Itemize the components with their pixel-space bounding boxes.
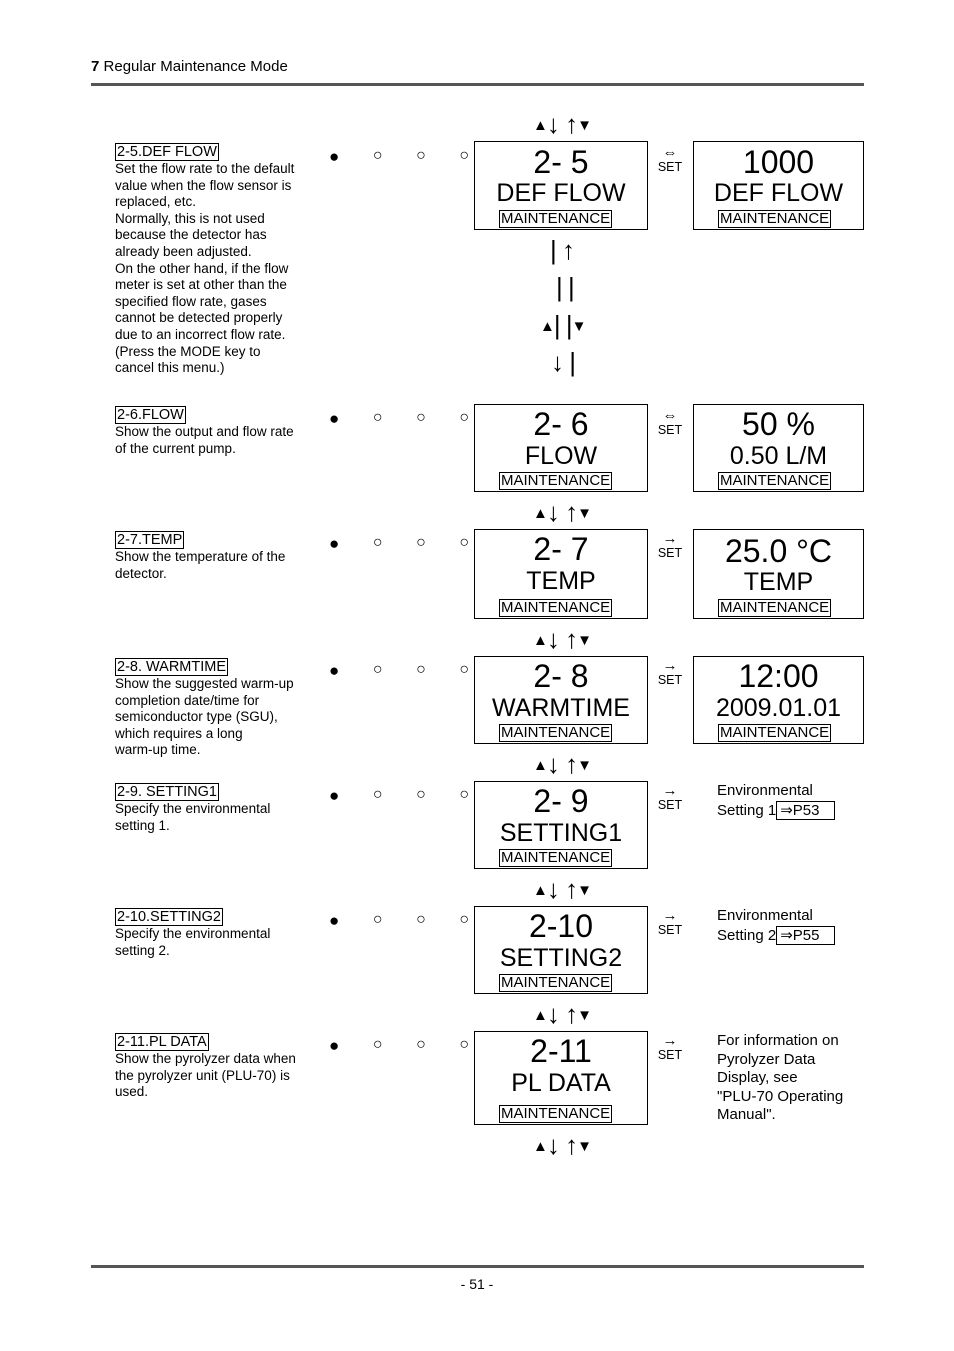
lcd-label: WARMTIME: [492, 694, 630, 722]
lcd-display-2-10: [474, 906, 648, 994]
header-rule: [91, 83, 864, 86]
nav-arrows: ▲↓ ↑▼: [533, 497, 591, 527]
mode-indicator-dots: ● ○ ○ ○: [329, 147, 469, 166]
maintenance-tag: MAINTENANCE: [501, 599, 611, 616]
menu-item-2-7: [115, 531, 315, 582]
lcd-label: FLOW: [524, 442, 598, 470]
chapter-title: Regular Maintenance Mode: [103, 58, 288, 75]
set-key-hint: → SET: [655, 1033, 685, 1062]
lcd-display-value-2-6: [693, 404, 864, 492]
right-arrow-icon: →: [662, 782, 678, 799]
lcd-code: 2- 9: [533, 783, 589, 819]
nav-arrows-loop: | |: [556, 272, 574, 302]
nav-arrows: ▲↓ ↑▼: [533, 874, 591, 904]
set-key-hint: ⇔ SET: [655, 145, 685, 174]
nav-arrows: ▲↓ ↑▼: [533, 624, 591, 654]
item-title: 2-6.FLOW: [117, 407, 184, 423]
lcd-value: 25.0 °C: [724, 533, 833, 569]
lcd-code: 2- 6: [533, 406, 589, 442]
chapter-number: 7: [91, 58, 100, 75]
lcd-label: SETTING2: [499, 944, 623, 972]
nav-arrows-loop: ↓ |: [551, 347, 575, 377]
lcd-code: 2-10: [528, 908, 594, 944]
lcd-code: 2- 7: [533, 531, 589, 567]
lcd-display-2-9: [474, 781, 648, 869]
reference-note: For information on Pyrolyzer Data Display, see "PLU-70 Operating Manual".: [717, 1032, 844, 1123]
item-description: Show the suggested warm-up completion date/time for semiconductor type (SGU), which requires a long warm-up time.: [115, 676, 294, 758]
maintenance-tag: MAINTENANCE: [720, 599, 830, 616]
nav-arrows-loop: ▲| |▼: [540, 310, 586, 340]
lcd-value-label: DEF FLOW: [713, 179, 844, 207]
item-title: 2-8. WARMTIME: [117, 659, 227, 675]
set-key-hint: → SET: [655, 531, 685, 560]
lcd-label: DEF FLOW: [496, 179, 626, 207]
lcd-display-2-5: [474, 141, 648, 230]
nav-arrows: ▲↓ ↑▼: [533, 1130, 591, 1160]
right-arrow-icon: →: [662, 1032, 678, 1049]
double-arrow-icon: ⇒: [780, 926, 793, 944]
lcd-code: 2- 5: [533, 144, 589, 180]
item-description: Show the output and flow rate of the current pump.: [115, 424, 294, 456]
lcd-display-2-7: [474, 529, 648, 619]
nav-arrows: ▲↓ ↑▼: [533, 109, 591, 139]
right-arrow-icon: →: [662, 907, 678, 924]
page-number: - 51 -: [460, 1276, 494, 1292]
mode-indicator-dots: ● ○ ○ ○: [329, 534, 469, 553]
lcd-value-label: TEMP: [743, 568, 814, 596]
item-description: Specify the environmental setting 2.: [115, 926, 271, 958]
item-description: Set the flow rate to the default value when the flow sensor is replaced, etc. Normally, this is not used because the detector has already been adjusted. On the other hand, if the flow meter is set at other than the specified flow rate, gases cannot be detected properly due to an incorrect flow rate. (Press the MODE key to cancel this menu.): [115, 161, 295, 376]
lcd-code: 2-11: [530, 1033, 592, 1069]
maintenance-tag: MAINTENANCE: [720, 724, 830, 741]
lcd-display-2-8: [474, 656, 648, 744]
item-description: Show the pyrolyzer data when the pyrolyzer unit (PLU-70) is used.: [115, 1051, 296, 1100]
nav-arrows: ▲↓ ↑▼: [533, 749, 591, 779]
nav-arrows: ▲↓ ↑▼: [533, 999, 591, 1029]
item-description: Show the temperature of the detector.: [115, 549, 286, 581]
page-header: [91, 58, 288, 75]
lcd-label: PL DATA: [511, 1069, 611, 1097]
lcd-label: SETTING1: [499, 819, 623, 847]
nav-arrows-loop: | ↑: [550, 235, 574, 265]
lcd-value-label: 2009.01.01: [715, 694, 842, 722]
lcd-code: 2- 8: [533, 658, 589, 694]
menu-item-2-8: [115, 658, 315, 759]
lcd-value: 50 %: [742, 406, 815, 442]
maintenance-tag: MAINTENANCE: [720, 472, 830, 489]
lcd-value: 12:00: [738, 658, 819, 694]
page-reference: ⇒P53: [776, 801, 834, 820]
mode-indicator-dots: ● ○ ○ ○: [329, 786, 469, 805]
right-arrow-icon: →: [662, 657, 678, 674]
lcd-value-label: 0.50 L/M: [729, 442, 828, 470]
set-key-hint: → SET: [655, 783, 685, 812]
item-title: 2-11.PL DATA: [117, 1034, 207, 1050]
maintenance-tag: MAINTENANCE: [501, 472, 611, 489]
page-reference: ⇒P55: [776, 926, 834, 945]
double-arrow-icon: ⇒: [780, 801, 793, 819]
lcd-display-value-2-7: [693, 529, 864, 619]
item-description: Specify the environmental setting 1.: [115, 801, 271, 833]
maintenance-tag: MAINTENANCE: [501, 849, 611, 866]
lcd-value: 1000: [742, 144, 815, 180]
maintenance-tag: MAINTENANCE: [501, 210, 611, 227]
lcd-display-value-2-5: [693, 141, 864, 230]
mode-indicator-dots: ● ○ ○ ○: [329, 409, 469, 428]
menu-item-2-11: [115, 1033, 315, 1101]
item-title: 2-7.TEMP: [117, 532, 183, 548]
right-arrow-icon: →: [662, 530, 678, 547]
maintenance-tag: MAINTENANCE: [501, 1105, 611, 1122]
reference-note: Environmental Setting 2 ⇒P55: [717, 907, 867, 945]
set-key-hint: → SET: [655, 658, 685, 687]
reference-note: Environmental Setting 1 ⇒P53: [717, 782, 867, 820]
mode-indicator-dots: ● ○ ○ ○: [329, 1036, 469, 1055]
lcd-display-value-2-8: [693, 656, 864, 744]
bidirectional-arrow-icon: ⇔: [662, 144, 678, 161]
maintenance-tag: MAINTENANCE: [720, 210, 830, 227]
lcd-display-2-11: [474, 1031, 648, 1125]
set-key-hint: ⇔ SET: [655, 408, 685, 437]
menu-item-2-6: [115, 406, 315, 457]
menu-item-2-5: [115, 143, 315, 377]
bidirectional-arrow-icon: ⇔: [662, 407, 678, 424]
mode-indicator-dots: ● ○ ○ ○: [329, 911, 469, 930]
lcd-display-2-6: [474, 404, 648, 492]
item-title: 2-9. SETTING1: [117, 784, 217, 800]
maintenance-tag: MAINTENANCE: [501, 724, 611, 741]
item-title: 2-10.SETTING2: [117, 909, 221, 925]
item-title: 2-5.DEF FLOW: [117, 144, 217, 160]
footer-rule: [91, 1265, 864, 1268]
set-key-hint: → SET: [655, 908, 685, 937]
mode-indicator-dots: ● ○ ○ ○: [329, 661, 469, 680]
lcd-label: TEMP: [526, 567, 596, 595]
menu-item-2-10: [115, 908, 315, 959]
menu-item-2-9: [115, 783, 315, 834]
maintenance-tag: MAINTENANCE: [501, 974, 611, 991]
